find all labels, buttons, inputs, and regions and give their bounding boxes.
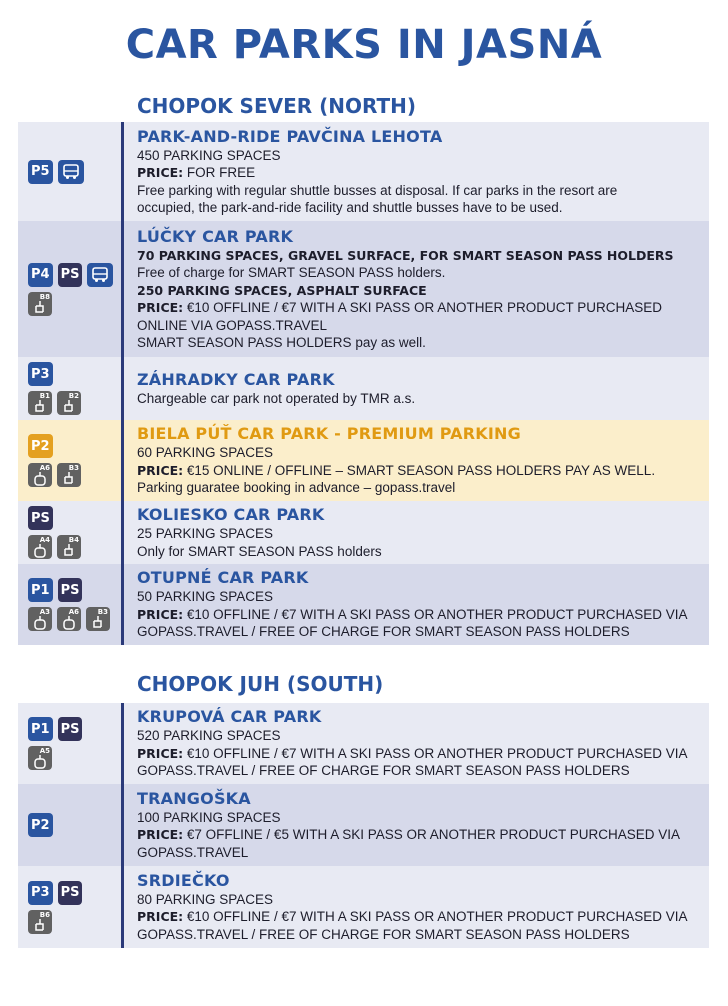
car-park-icons — [28, 221, 118, 357]
parking-spaces: 100 PARKING SPACES — [137, 809, 281, 825]
price-value: €10 OFFLINE / €7 WITH A SKI PASS OR ANOTHER PRODUCT PURCHASED VIA — [183, 745, 688, 761]
p5-badge: P5 — [28, 160, 53, 184]
price-line — [137, 299, 703, 317]
price-label: PRICE: — [137, 745, 184, 761]
note-line: Only for SMART SEASON PASS holders — [137, 543, 382, 559]
gondola-icon: A5 — [28, 746, 52, 770]
ski-lift-icon: B2 — [57, 391, 81, 415]
car-park-icons — [28, 420, 118, 501]
section-title-north: CHOPOK SEVER (NORTH) — [137, 94, 417, 118]
ski-lift-icon: B1 — [28, 391, 52, 415]
price-value: €10 OFFLINE / €7 WITH A SKI PASS OR ANOTHER PRODUCT PURCHASED VIA — [183, 606, 688, 622]
ps-badge: PS — [58, 881, 83, 905]
car-park-name: BIELA PÚŤ CAR PARK - PREMIUM PARKING — [137, 424, 521, 444]
page-title: CAR PARKS IN JASNÁ — [125, 22, 603, 68]
p1-badge: P1 — [28, 717, 53, 741]
car-park-name: PARK-AND-RIDE PAVČINA LEHOTA — [137, 126, 443, 146]
car-park-name: TRANGOŠKA — [137, 788, 251, 808]
car-park-icons — [28, 784, 118, 866]
parking-spaces: 520 PARKING SPACES — [137, 728, 281, 744]
north-car-parks-list — [18, 122, 709, 645]
price-value: €7 OFFLINE / €5 WITH A SKI PASS OR ANOTHER PRODUCT PURCHASED VIA — [183, 827, 681, 843]
parking-spaces: 50 PARKING SPACES — [137, 589, 274, 605]
parking-spaces: 60 PARKING SPACES — [137, 445, 274, 461]
note-line: Free of charge for SMART SEASON PASS holders. — [137, 265, 446, 280]
ps-badge: PS — [58, 263, 83, 287]
gondola-icon: A6 — [28, 463, 52, 487]
car-park-icons — [28, 122, 118, 221]
price-value: €10 OFFLINE / €7 WITH A SKI PASS OR ANOTHER PRODUCT PURCHASED VIA — [183, 909, 688, 925]
price-value: €10 OFFLINE / €7 WITH A SKI PASS OR ANOTHER PRODUCT PURCHASED — [183, 300, 663, 315]
price-line-continued: GOPASS.TRAVEL / FREE OF CHARGE FOR SMART SEASON PASS HOLDERS — [137, 624, 630, 640]
ski-lift-icon: B6 — [28, 910, 52, 934]
car-park-icons — [28, 564, 118, 645]
price-value: €15 ONLINE / OFFLINE – SMART SEASON PASS HOLDERS PAY AS WELL. — [183, 462, 656, 478]
price-line-continued: GOPASS.TRAVEL — [137, 844, 249, 860]
south-car-parks-list — [18, 703, 709, 948]
car-park-icons — [28, 703, 118, 784]
ski-lift-icon: B3 — [57, 463, 81, 487]
section-title-south: CHOPOK JUH (SOUTH) — [137, 672, 384, 696]
price-line — [137, 462, 703, 480]
price-value: FOR FREE — [183, 165, 256, 180]
note-line: occupied, the park-and-ride facility and shuttle busses have to be used. — [137, 200, 563, 215]
ps-badge: PS — [58, 578, 83, 602]
ski-lift-icon: B8 — [28, 292, 52, 316]
p1-badge: P1 — [28, 578, 53, 602]
price-label: PRICE: — [137, 462, 184, 478]
gondola-icon: A6 — [57, 607, 81, 631]
price-line — [137, 606, 703, 624]
p3-badge: P3 — [28, 881, 53, 905]
price-line — [137, 826, 703, 844]
divider-line — [121, 703, 124, 948]
price-label: PRICE: — [137, 909, 184, 925]
car-park-icons — [28, 357, 118, 420]
price-line-continued: GOPASS.TRAVEL / FREE OF CHARGE FOR SMART SEASON PASS HOLDERS — [137, 763, 630, 779]
gondola-icon: A4 — [28, 535, 52, 559]
p2-premium-badge: P2 — [28, 434, 53, 458]
note-line: Chargeable car park not operated by TMR a.s. — [137, 390, 416, 406]
ps-badge: PS — [28, 506, 53, 530]
ski-lift-icon: B4 — [57, 535, 81, 559]
price-line-continued: GOPASS.TRAVEL / FREE OF CHARGE FOR SMART SEASON PASS HOLDERS — [137, 926, 630, 942]
parking-spaces: 80 PARKING SPACES — [137, 891, 274, 907]
bus-icon — [58, 160, 84, 184]
ski-lift-icon: B3 — [86, 607, 110, 631]
car-park-icons — [28, 501, 118, 564]
car-park-name: ZÁHRADKY CAR PARK — [137, 369, 335, 389]
price-label: PRICE: — [137, 606, 184, 622]
bus-icon — [87, 263, 113, 287]
car-park-icons — [28, 866, 118, 948]
price-line — [137, 745, 703, 763]
price-line — [137, 164, 703, 182]
p4-badge: P4 — [28, 263, 53, 287]
note-line: SMART SEASON PASS HOLDERS pay as well. — [137, 335, 426, 350]
car-park-name: LÚČKY CAR PARK — [137, 226, 294, 246]
price-line — [137, 908, 703, 926]
car-park-name: KOLIESKO CAR PARK — [137, 505, 325, 524]
p2-badge: P2 — [28, 813, 53, 837]
parking-spaces: 450 PARKING SPACES — [137, 147, 281, 163]
price-label: PRICE: — [137, 827, 184, 843]
note-line: Free parking with regular shuttle busses at disposal. If car parks in the resort are — [137, 182, 618, 198]
gondola-icon: A3 — [28, 607, 52, 631]
price-line-continued: ONLINE VIA GOPASS.TRAVEL — [137, 317, 328, 333]
parking-spaces: 250 PARKING SPACES, ASPHALT SURFACE — [137, 282, 427, 298]
divider-line — [121, 122, 124, 645]
parking-spaces: 25 PARKING SPACES — [137, 526, 274, 541]
p3-badge: P3 — [28, 362, 53, 386]
car-park-name: OTUPNÉ CAR PARK — [137, 568, 309, 588]
parking-spaces: 70 PARKING SPACES, GRAVEL SURFACE, FOR SMART SEASON PASS HOLDERS — [137, 247, 674, 263]
ps-badge: PS — [58, 717, 83, 741]
price-label: PRICE: — [137, 165, 184, 180]
note-line: Parking guaratee booking in advance – gopass.travel — [137, 480, 456, 496]
car-park-name: KRUPOVÁ CAR PARK — [137, 707, 322, 727]
price-label: PRICE: — [137, 300, 184, 315]
car-park-name: SRDIEČKO — [137, 870, 230, 890]
